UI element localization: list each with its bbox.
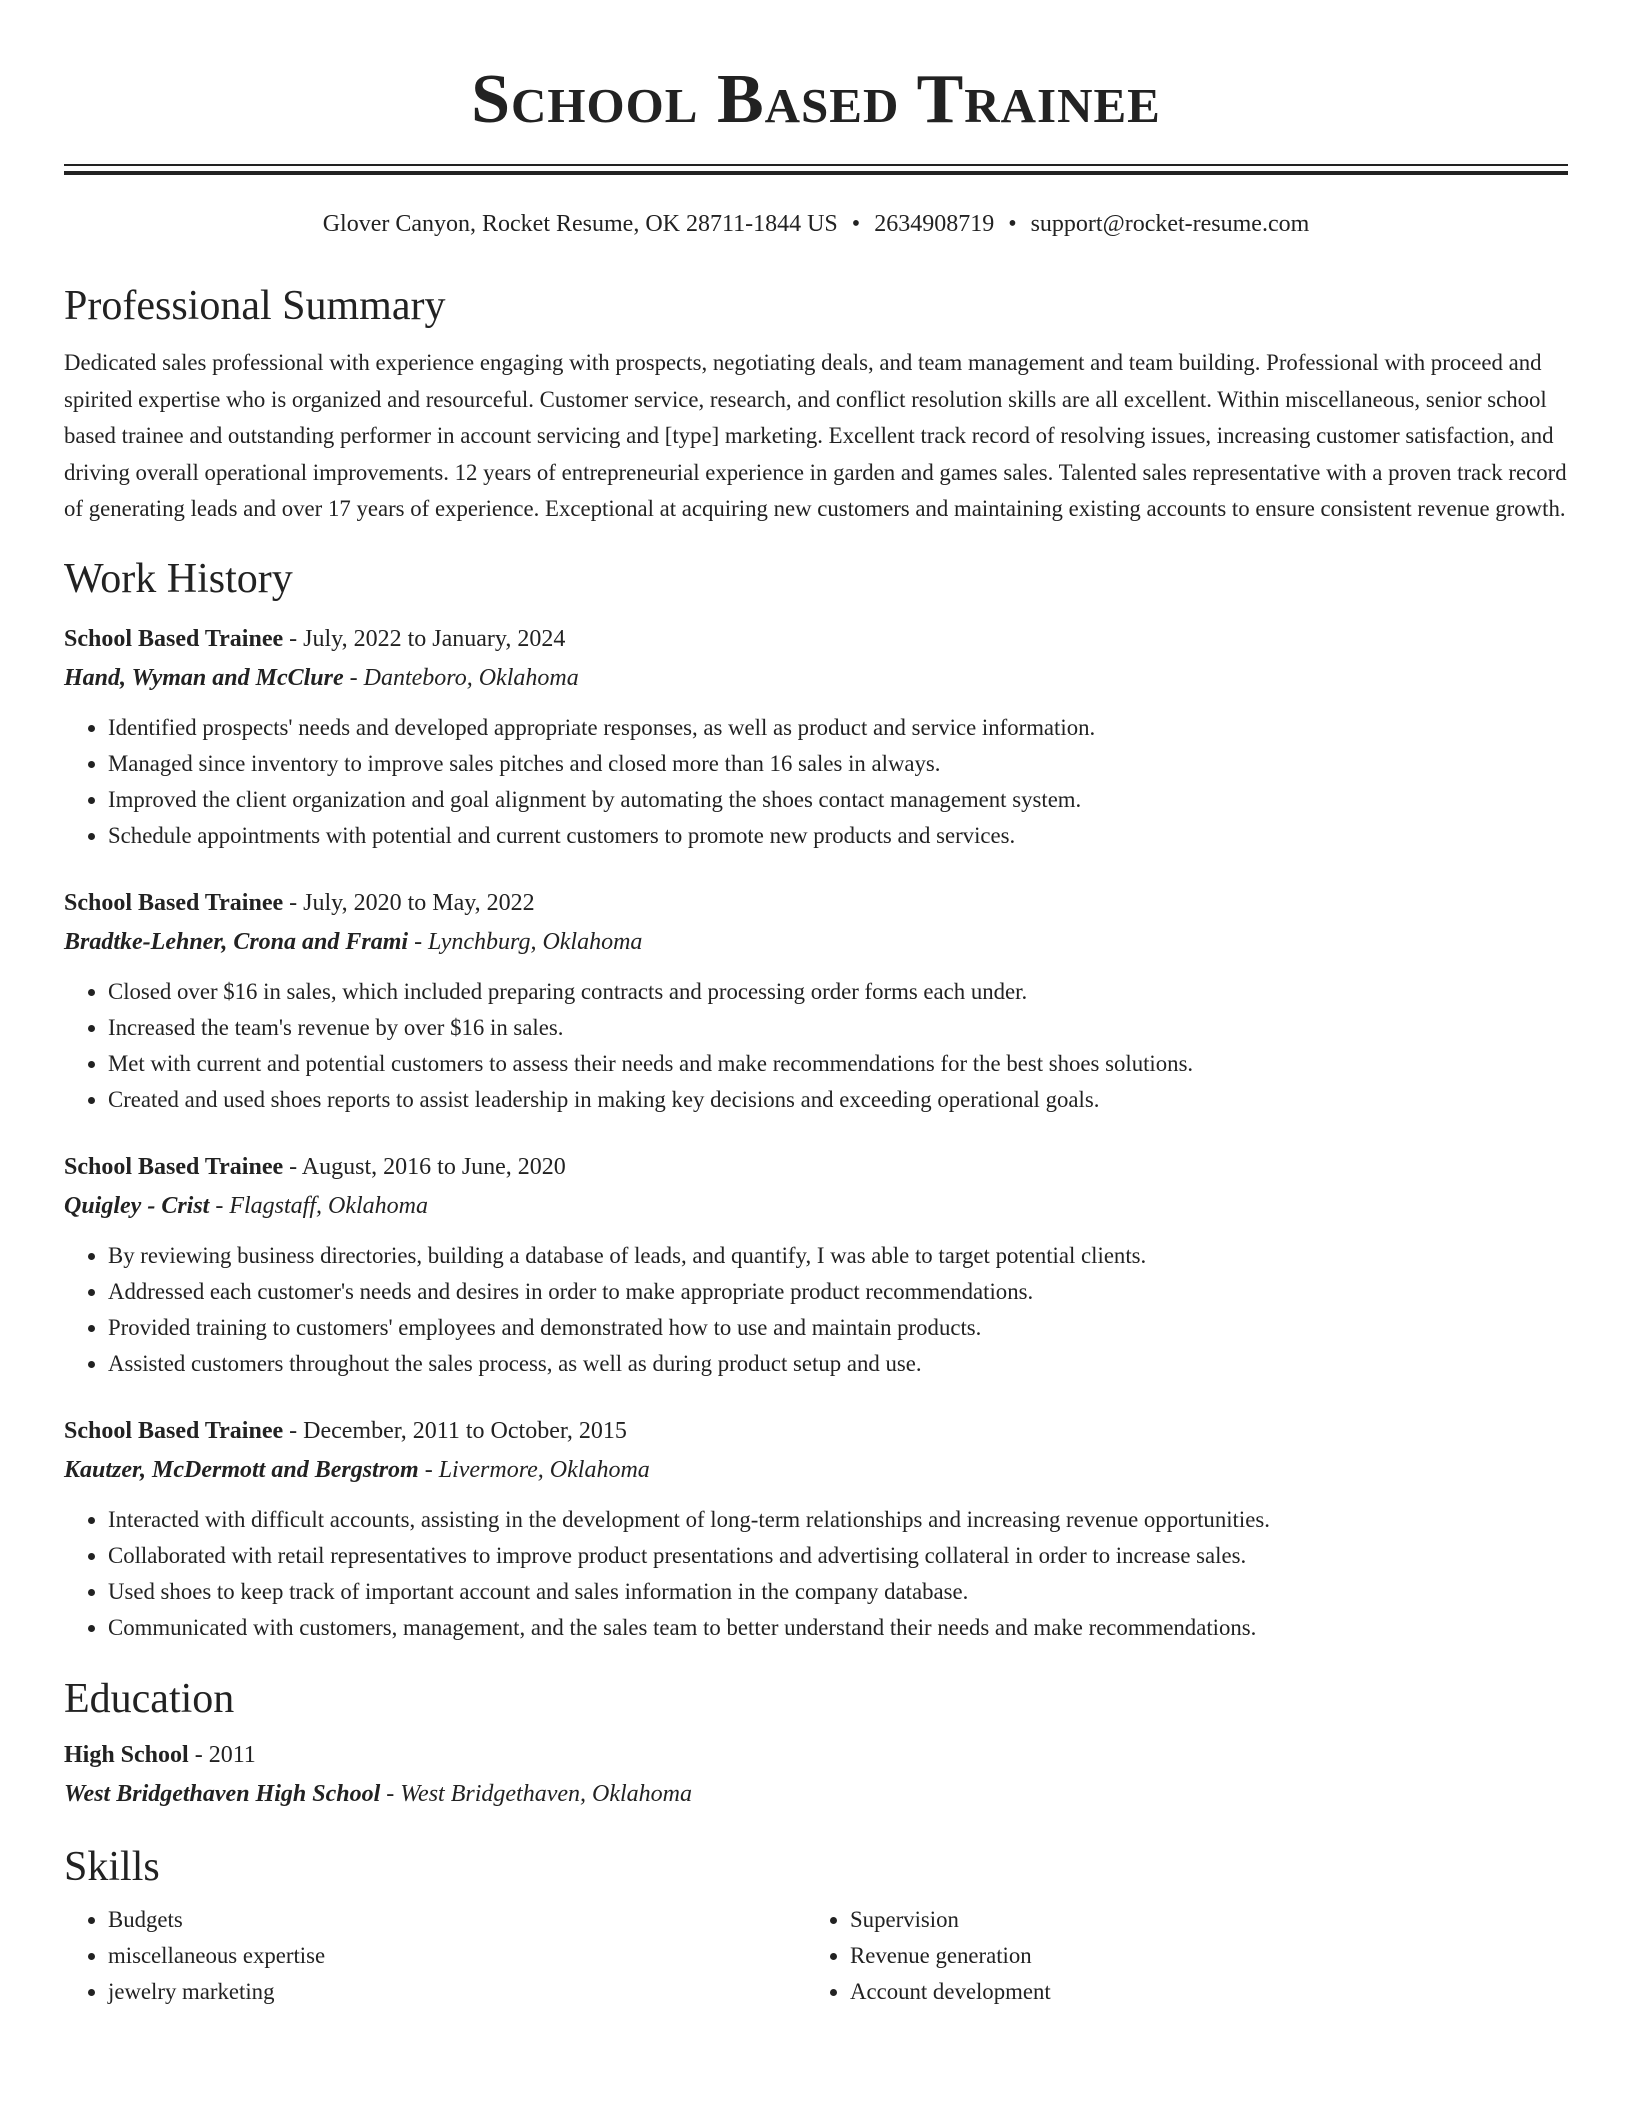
skills-list	[806, 1902, 1548, 2010]
job-bullet: • By reviewing business directories, building a database of leads, and quantify, I was able to target potential clients.	[108, 1238, 1568, 1274]
contact-address: Glover Canyon, Rocket Resume, OK 28711-1844 US	[322, 211, 838, 237]
contact-separator: •	[851, 211, 861, 237]
job-bullet: • Managed since inventory to improve sales pitches and closed more than 16 sales in always.	[108, 746, 1568, 782]
job-title: School Based Trainee	[64, 1153, 284, 1180]
skill-item: • Supervision	[850, 1902, 1548, 1938]
job-title: School Based Trainee	[64, 889, 284, 916]
job-entry	[64, 1148, 1568, 1382]
job-entry	[64, 1412, 1568, 1646]
employer-name: Bradtke-Lehner, Crona and Frami	[64, 928, 409, 955]
skill-item: • Account development	[850, 1974, 1548, 2010]
job-dates: - December, 2011 to October, 2015	[283, 1417, 627, 1444]
job-bullets	[64, 1238, 1568, 1382]
employer-name: Kautzer, McDermott and Bergstrom	[64, 1456, 419, 1483]
job-bullet: • Improved the client organization and goal alignment by automating the shoes contact management system.	[108, 782, 1568, 818]
job-bullets	[64, 1502, 1568, 1646]
education-heading: Education	[64, 1675, 235, 1722]
job-bullet: • Identified prospects' needs and developed appropriate responses, as well as product and service information.	[108, 710, 1568, 746]
job-title-line	[64, 1412, 1568, 1451]
job-bullet: • Closed over $16 in sales, which included preparing contracts and processing order forms each under.	[108, 974, 1568, 1010]
skills-column-right	[806, 1902, 1548, 2010]
skills-heading: Skills	[64, 1843, 160, 1890]
title-double-rule	[64, 164, 1568, 175]
contact-email: support@rocket-resume.com	[1030, 211, 1310, 237]
job-title-line	[64, 884, 1568, 923]
job-dates: - August, 2016 to June, 2020	[283, 1153, 566, 1180]
employer-line	[64, 923, 1568, 962]
graduation-year: - 2011	[188, 1741, 256, 1768]
employer-location: - Lynchburg, Oklahoma	[408, 928, 643, 955]
employer-line	[64, 1187, 1568, 1226]
skill-item: • Revenue generation	[850, 1938, 1548, 1974]
employer-name: Quigley - Crist	[64, 1192, 210, 1219]
job-bullet: • Communicated with customers, management, and the sales team to better understand their needs and make recommendations.	[108, 1610, 1568, 1646]
contact-line	[64, 209, 1568, 239]
job-bullet: • Addressed each customer's needs and desires in order to make appropriate product recommendations.	[108, 1274, 1568, 1310]
education-section	[64, 1674, 1568, 1814]
job-dates: - July, 2020 to May, 2022	[283, 889, 535, 916]
school-location: - West Bridgethaven, Oklahoma	[380, 1780, 692, 1807]
job-bullet: • Collaborated with retail representatives to improve product presentations and advertising collateral in order to increase sales.	[108, 1538, 1568, 1574]
job-bullet: • Provided training to customers' employees and demonstrated how to use and maintain products.	[108, 1310, 1568, 1346]
summary-text: Dedicated sales professional with experience engaging with prospects, negotiating deals, and team management and team building. Professional with proceed and spirited expertise who is organized and resourceful. Customer service, research, and conflict resolution skills are all excellent. Within miscellaneous, senior school based trainee and outstanding performer in account servicing and [type] marketing. Excellent track record of resolving issues, increasing customer satisfaction, and driving overall operational improvements. 12 years of entrepreneurial experience in garden and games sales. Talented sales representative with a proven track record of generating leads and over 17 years of experience. Exceptional at acquiring new customers and maintaining existing accounts to ensure consistent revenue growth.	[64, 350, 1567, 521]
job-title-line	[64, 620, 1568, 659]
skill-item: • Budgets	[108, 1902, 806, 1938]
job-dates: - July, 2022 to January, 2024	[283, 625, 566, 652]
employer-name: Hand, Wyman and McClure	[64, 664, 344, 691]
employer-location: - Danteboro, Oklahoma	[343, 664, 579, 691]
job-bullet: • Assisted customers throughout the sales process, as well as during product setup and use.	[108, 1346, 1568, 1382]
job-entry	[64, 884, 1568, 1118]
skills-list	[64, 1902, 806, 2010]
job-bullet: • Used shoes to keep track of important account and sales information in the company database.	[108, 1574, 1568, 1610]
skills-grid	[64, 1902, 1568, 2010]
degree-line	[64, 1736, 1568, 1775]
school-line	[64, 1775, 1568, 1814]
skill-item: • jewelry marketing	[108, 1974, 806, 2010]
job-entry	[64, 620, 1568, 854]
job-title-line	[64, 1148, 1568, 1187]
job-bullet: • Met with current and potential customers to assess their needs and make recommendations for the best shoes solutions.	[108, 1046, 1568, 1082]
resume-title: School Based Trainee	[471, 61, 1161, 138]
employer-line	[64, 1451, 1568, 1490]
contact-separator: •	[1008, 211, 1017, 237]
employer-line	[64, 659, 1568, 698]
job-bullets	[64, 974, 1568, 1118]
summary-section	[64, 281, 1568, 528]
job-title: School Based Trainee	[64, 1417, 284, 1444]
skills-section	[64, 1842, 1568, 2010]
work-history-heading: Work History	[64, 555, 293, 602]
job-bullet: • Schedule appointments with potential and current customers to promote new products and services.	[108, 818, 1568, 854]
contact-phone: 2634908719	[874, 211, 995, 237]
employer-location: - Flagstaff, Oklahoma	[209, 1192, 428, 1219]
skills-column-left	[64, 1902, 806, 2010]
school-name: West Bridgethaven High School	[64, 1780, 381, 1807]
job-bullet: • Created and used shoes reports to assist leadership in making key decisions and exceeding operational goals.	[108, 1082, 1568, 1118]
degree: High School	[64, 1741, 189, 1768]
summary-heading: Professional Summary	[64, 283, 446, 329]
skill-item: • miscellaneous expertise	[108, 1938, 806, 1974]
job-bullet: • Interacted with difficult accounts, assisting in the development of long-term relationships and increasing revenue opportunities.	[108, 1502, 1568, 1538]
work-history-section	[64, 554, 1568, 1646]
job-title: School Based Trainee	[64, 625, 284, 652]
job-bullet: • Increased the team's revenue by over $16 in sales.	[108, 1010, 1568, 1046]
job-bullets	[64, 710, 1568, 854]
employer-location: - Livermore, Oklahoma	[418, 1456, 650, 1483]
